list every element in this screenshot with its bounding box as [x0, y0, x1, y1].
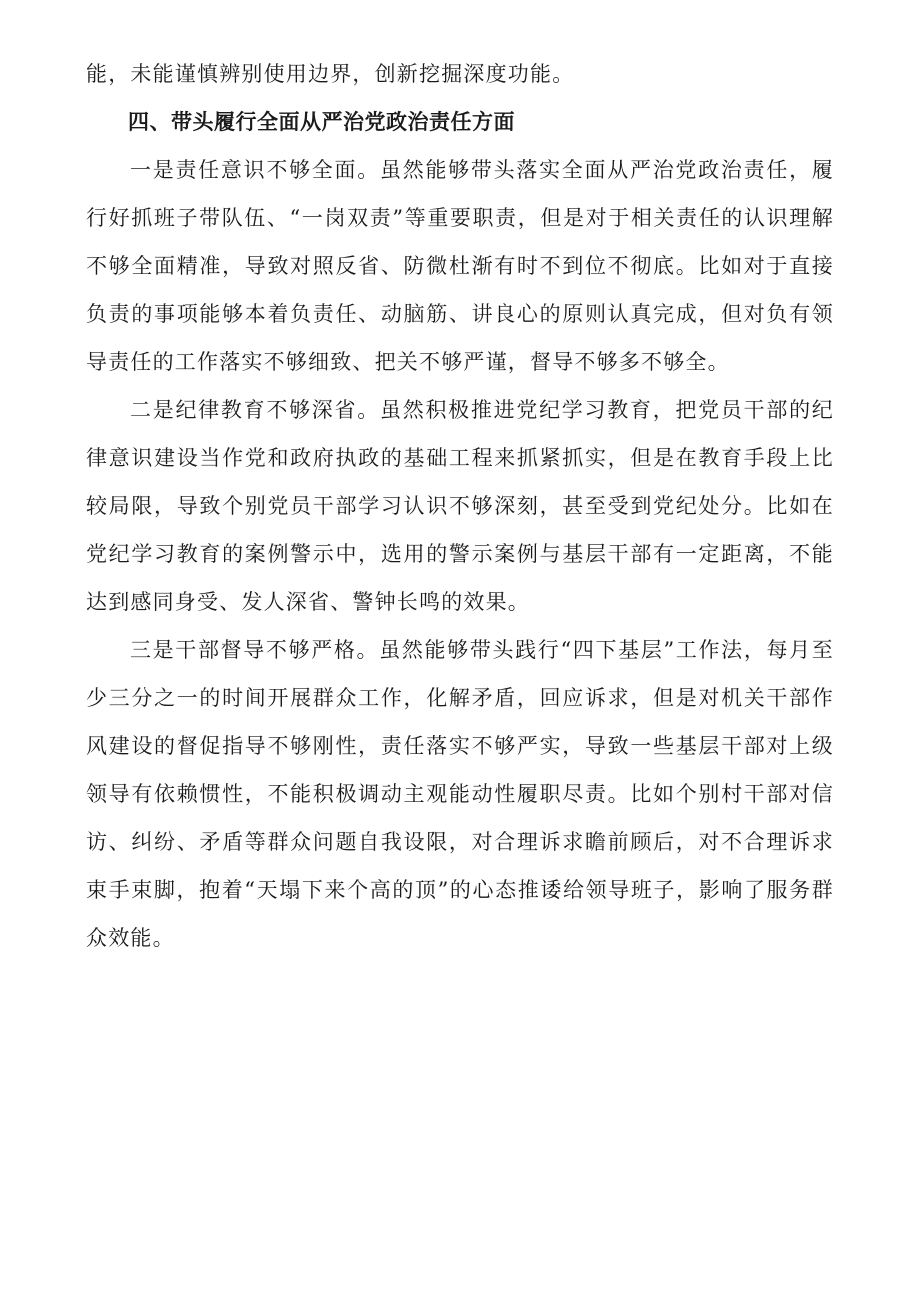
section-heading: 四、带头履行全面从严治党政治责任方面: [128, 110, 515, 134]
paragraph-responsibility-awareness: 一是责任意识不够全面。虽然能够带头落实全面从严治党政治责任，履行好抓班子带队伍、“一岗双责”等重要职责，但是对于相关责任的认识理解不够全面精准，导致对照反省、防微杜渐有时不到位不彻底。比如对于直接负责的事项能够本着负责任、动脑筋、讲良心的原则认真完成，但对负有领导责任的工作落实不够细致、把关不够严谨，督导不够多不够全。: [86, 158, 834, 374]
paragraph-discipline-education: 二是纪律教育不够深省。虽然积极推进党纪学习教育，把党员干部的纪律意识建设当作党和政府执政的基础工程来抓紧抓实，但是在教育手段上比较局限，导致个别党员干部学习认识不够深刻，甚至受到党纪处分。比如在党纪学习教育的案例警示中，选用的警示案例与基层干部有一定距离，不能达到感同身受、发人深省、警钟长鸣的效果。: [86, 398, 834, 614]
paragraph-cadre-supervision: 三是干部督导不够严格。虽然能够带头践行“四下基层”工作法，每月至少三分之一的时间开展群众工作，化解矛盾，回应诉求，但是对机关干部作风建设的督促指导不够刚性，责任落实不够严实，导致一些基层干部对上级领导有依赖惯性，不能积极调动主观能动性履职尽责。比如个别村干部对信访、纠纷、矛盾等群众问题自我设限，对合理诉求瞻前顾后，对不合理诉求束手束脚，抱着“天塌下来个高的顶”的心态推诿给领导班子，影响了服务群众效能。: [86, 638, 834, 950]
continuation-paragraph: 能，未能谨慎辨别使用边界，创新挖掘深度功能。: [86, 62, 575, 86]
